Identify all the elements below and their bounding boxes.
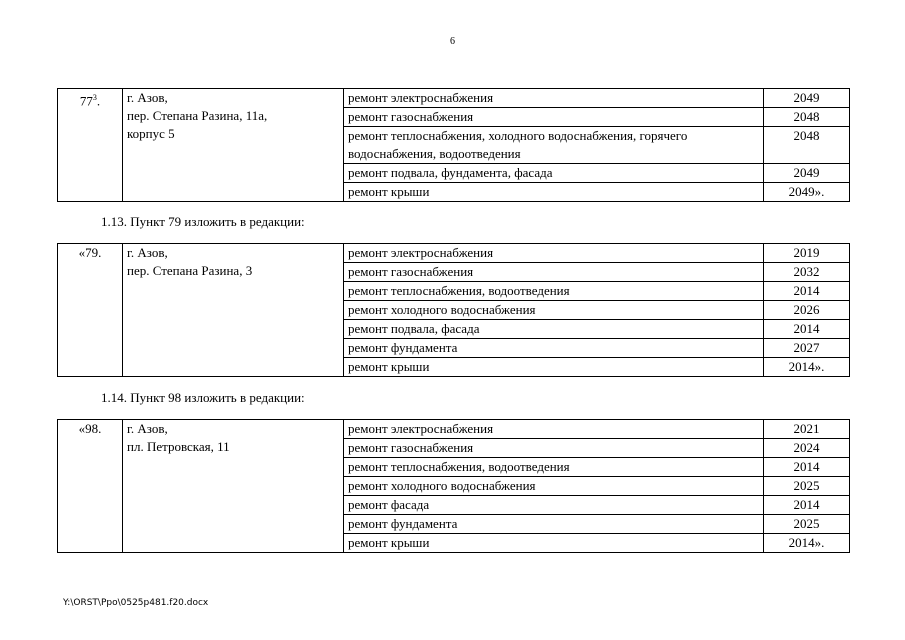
year-cell: 2014». — [764, 358, 850, 377]
work-cell: ремонт газоснабжения — [344, 439, 764, 458]
year-cell: 2048 — [764, 127, 850, 164]
address-line: г. Азов, — [127, 421, 168, 436]
table-item-79 — [57, 243, 850, 377]
year-cell: 2021 — [764, 420, 850, 439]
address-line: пер. Степана Разина, 3 — [127, 263, 253, 278]
address-cell — [123, 420, 344, 553]
year-cell: 2032 — [764, 263, 850, 282]
year-cell: 2024 — [764, 439, 850, 458]
address-line: пл. Петровская, 11 — [127, 439, 230, 454]
address-cell — [123, 244, 344, 377]
year-cell: 2025 — [764, 515, 850, 534]
paragraph-1-13: 1.13. Пункт 79 изложить в редакции: — [101, 214, 305, 229]
item-number-cell: «79. — [58, 244, 123, 377]
year-cell: 2019 — [764, 244, 850, 263]
item-number-cell — [58, 89, 123, 202]
work-cell: ремонт электроснабжения — [344, 244, 764, 263]
work-cell: ремонт фасада — [344, 496, 764, 515]
table-row — [58, 420, 850, 439]
year-cell: 2049». — [764, 183, 850, 202]
work-cell: ремонт крыши — [344, 358, 764, 377]
paragraph-1-14: 1.14. Пункт 98 изложить в редакции: — [101, 390, 305, 405]
address-line: г. Азов, — [127, 245, 168, 260]
address-line: пер. Степана Разина, 11а, — [127, 108, 268, 123]
item-number: 77 — [79, 93, 93, 109]
year-cell: 2025 — [764, 477, 850, 496]
year-cell: 2049 — [764, 89, 850, 108]
item-number-superscript: 3 — [92, 93, 97, 102]
work-cell: ремонт теплоснабжения, холодного водоснабжения, горячего водоснабжения, водоотведения — [344, 127, 764, 164]
work-cell: ремонт электроснабжения — [344, 89, 764, 108]
year-cell: 2026 — [764, 301, 850, 320]
item-number-cell: «98. — [58, 420, 123, 553]
year-cell: 2014 — [764, 458, 850, 477]
work-cell: ремонт газоснабжения — [344, 108, 764, 127]
year-cell: 2014 — [764, 282, 850, 301]
table-row — [58, 244, 850, 263]
item-number-suffix: . — [96, 93, 101, 109]
year-cell: 2049 — [764, 164, 850, 183]
work-cell: ремонт газоснабжения — [344, 263, 764, 282]
address-cell — [123, 89, 344, 202]
year-cell: 2014». — [764, 534, 850, 553]
address-line: г. Азов, — [127, 90, 168, 105]
work-cell: ремонт теплоснабжения, водоотведения — [344, 282, 764, 301]
work-cell: ремонт подвала, фундамента, фасада — [344, 164, 764, 183]
page-number: 6 — [450, 36, 455, 47]
work-cell: ремонт крыши — [344, 534, 764, 553]
footer-file-path: Y:\ORST\Ppo\0525p481.f20.docx — [63, 598, 209, 608]
work-cell: ремонт электроснабжения — [344, 420, 764, 439]
table-row — [58, 89, 850, 108]
work-cell: ремонт фундамента — [344, 515, 764, 534]
work-cell: ремонт холодного водоснабжения — [344, 301, 764, 320]
year-cell: 2048 — [764, 108, 850, 127]
address-line: корпус 5 — [127, 126, 175, 141]
table-item-98 — [57, 419, 850, 553]
work-cell: ремонт теплоснабжения, водоотведения — [344, 458, 764, 477]
work-cell: ремонт подвала, фасада — [344, 320, 764, 339]
work-cell: ремонт фундамента — [344, 339, 764, 358]
work-cell: ремонт крыши — [344, 183, 764, 202]
work-cell: ремонт холодного водоснабжения — [344, 477, 764, 496]
year-cell: 2014 — [764, 496, 850, 515]
table-item-77 — [57, 88, 850, 202]
year-cell: 2027 — [764, 339, 850, 358]
year-cell: 2014 — [764, 320, 850, 339]
